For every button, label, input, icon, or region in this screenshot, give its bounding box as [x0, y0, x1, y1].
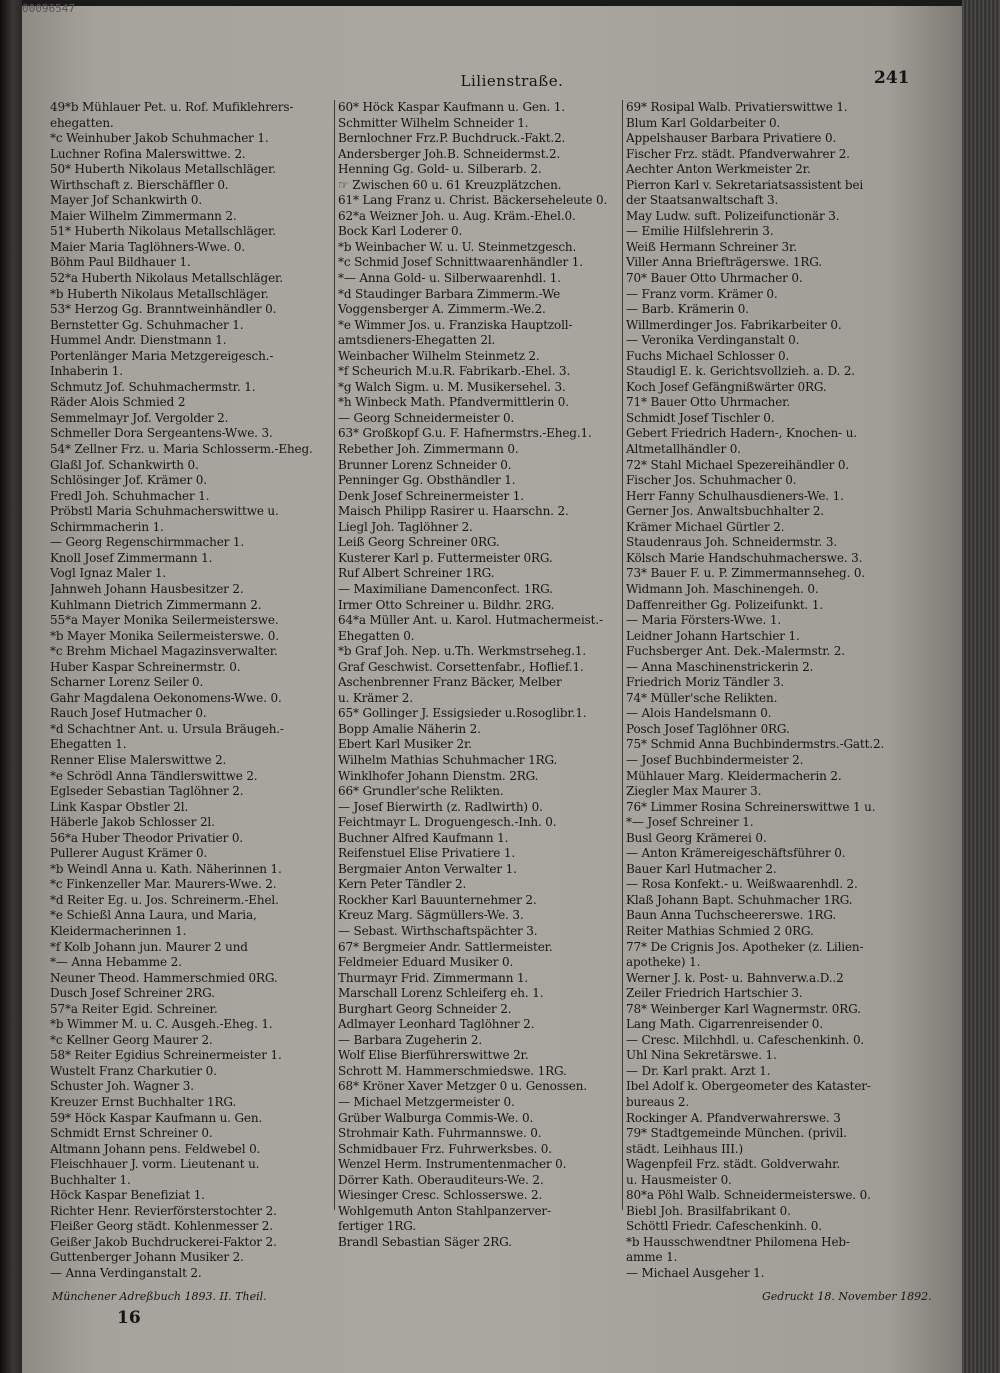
directory-entry: Luchner Rofina Malerswittwe. 2.	[50, 146, 246, 161]
directory-entry: — Emilie Hilfslehrerin 3.	[626, 224, 774, 239]
directory-entry: — Cresc. Milchhdl. u. Cafeschenkinh. 0.	[626, 1032, 865, 1047]
directory-entry: 52*a Huberth Nikolaus Metallschläger.	[50, 271, 283, 286]
directory-entry: — Dr. Karl prakt. Arzt 1.	[626, 1063, 771, 1078]
directory-entry: Wagenpfeil Frz. städt. Goldverwahr.	[626, 1157, 841, 1172]
directory-entry: Jahnweh Johann Hausbesitzer 2.	[50, 581, 244, 596]
directory-entry: *e Wimmer Jos. u. Franziska Hauptzoll-	[338, 317, 573, 332]
directory-entry: Burghart Georg Schneider 2.	[338, 1001, 512, 1016]
directory-entry: 68* Kröner Xaver Metzger 0 u. Genossen.	[338, 1079, 587, 1094]
directory-entry: 65* Gollinger J. Essigsieder u.Rosoglibr.1.	[338, 706, 587, 721]
directory-entry: Richter Henr. Revierförsterstochter 2.	[50, 1203, 277, 1218]
directory-entry: 58* Reiter Egidius Schreinermeister 1.	[50, 1048, 282, 1063]
directory-entry: Mühlauer Marg. Kleidermacherin 2.	[626, 768, 842, 783]
directory-entry: 70* Bauer Otto Uhrmacher 0.	[626, 271, 803, 286]
directory-entry: — Franz vorm. Krämer 0.	[626, 286, 778, 301]
column-1	[50, 100, 358, 1282]
directory-entry: Werner J. k. Post- u. Bahnverw.a.D..2	[626, 970, 844, 985]
column-divider	[334, 100, 335, 1210]
directory-entry: Schrott M. Hammerschmiedswe. 1RG.	[338, 1063, 567, 1078]
directory-entry: Andersberger Joh.B. Schneidermst.2.	[338, 146, 561, 161]
directory-entry: Ibel Adolf k. Obergeometer des Kataster-	[626, 1079, 871, 1094]
directory-entry: Wolf Elise Bierführerswittwe 2r.	[338, 1048, 529, 1063]
directory-entry: Wilhelm Mathias Schuhmacher 1RG.	[338, 752, 558, 767]
directory-entry: Böhm Paul Bildhauer 1.	[50, 255, 191, 270]
directory-entry: 59* Höck Kaspar Kaufmann u. Gen.	[50, 1110, 263, 1125]
directory-entry: städt. Leihhaus III.)	[626, 1141, 744, 1156]
directory-entry: Fischer Frz. städt. Pfandverwahrer 2.	[626, 146, 850, 161]
directory-entry: Maier Wilhelm Zimmermann 2.	[50, 208, 237, 223]
directory-entry: Pullerer August Krämer 0.	[50, 846, 208, 861]
directory-entry: Brandl Sebastian Säger 2RG.	[338, 1234, 512, 1249]
footer-print-date: Gedruckt 18. November 1892.	[762, 1290, 932, 1303]
directory-entry: *d Reiter Eg. u. Jos. Schreinerm.-Ehel.	[50, 892, 279, 907]
directory-entry: 63* Großkopf G.u. F. Hafnermstrs.-Eheg.1.	[338, 426, 592, 441]
directory-entry: Strohmair Kath. Fuhrmannswe. 0.	[338, 1126, 542, 1141]
directory-entry: u. Hausmeister 0.	[626, 1172, 732, 1187]
directory-entry: Fuchs Michael Schlosser 0.	[626, 348, 790, 363]
directory-entry: Bauer Karl Hutmacher 2.	[626, 861, 777, 876]
directory-entry: Denk Josef Schreinermeister 1.	[338, 488, 524, 503]
directory-entry: — Anna Verdinganstalt 2.	[50, 1266, 202, 1281]
directory-entry: Bergmaier Anton Verwalter 1.	[338, 861, 517, 876]
directory-entry: Feichtmayr L. Droguengesch.-Inh. 0.	[338, 815, 557, 830]
directory-entry: Wohlgemuth Anton Stahlpanzerver-	[338, 1203, 551, 1218]
directory-entry: Gerner Jos. Anwaltsbuchhalter 2.	[626, 504, 824, 519]
directory-entry: 72* Stahl Michael Spezereihändler 0.	[626, 457, 850, 472]
directory-entry: Ebert Karl Musiker 2r.	[338, 737, 472, 752]
column-2	[338, 100, 638, 1250]
directory-entry: — Barbara Zugeherin 2.	[338, 1032, 483, 1047]
directory-entry: Rockinger A. Pfandverwahrerswe. 3	[626, 1110, 841, 1125]
directory-entry: Wiesinger Cresc. Schlosserswe. 2.	[338, 1188, 543, 1203]
directory-entry: Kuhlmann Dietrich Zimmermann 2.	[50, 597, 262, 612]
directory-entry: *b Weinbacher W. u. U. Steinmetzgesch.	[338, 239, 577, 254]
directory-entry: 51* Huberth Nikolaus Metallschläger.	[50, 224, 276, 239]
directory-entry: Fleischhauer J. vorm. Lieutenant u.	[50, 1157, 260, 1172]
column-divider	[622, 100, 623, 1210]
directory-entry: — Maria Försters-Wwe. 1.	[626, 613, 781, 628]
directory-entry: *— Anna Gold- u. Silberwaarenhdl. 1.	[338, 271, 561, 286]
directory-entry: 54* Zellner Frz. u. Maria Schlosserm.-Eheg.	[50, 442, 313, 457]
directory-entry: Buchhalter 1.	[50, 1172, 131, 1187]
directory-entry: fertiger 1RG.	[338, 1219, 416, 1234]
directory-entry: Hummel Andr. Dienstmann 1.	[50, 333, 227, 348]
directory-entry: Graf Geschwist. Corsettenfabr., Hoflief.1.	[338, 659, 584, 674]
directory-entry: Voggensberger A. Zimmerm.-We.2.	[338, 302, 546, 317]
directory-entry: Schmidbauer Frz. Fuhrwerksbes. 0.	[338, 1141, 552, 1156]
directory-entry: 62*a Weizner Joh. u. Aug. Kräm.-Ehel.0.	[338, 208, 576, 223]
directory-entry: Klaß Johann Bapt. Schuhmacher 1RG.	[626, 892, 853, 907]
directory-entry: Kusterer Karl p. Futtermeister 0RG.	[338, 550, 553, 565]
directory-entry: Schirmmacherin 1.	[50, 519, 164, 534]
directory-entry: der Staatsanwaltschaft 3.	[626, 193, 779, 208]
directory-entry: Maier Maria Taglöhners-Wwe. 0.	[50, 239, 246, 254]
directory-entry: Fuchsberger Ant. Dek.-Malermstr. 2.	[626, 644, 845, 659]
footer-page-number: 16	[117, 1308, 141, 1328]
directory-entry: Widmann Joh. Maschinengeh. 0.	[626, 581, 819, 596]
directory-entry: Neuner Theod. Hammerschmied 0RG.	[50, 970, 278, 985]
directory-entry: 57*a Reiter Egid. Schreiner.	[50, 1001, 218, 1016]
directory-entry: Fleißer Georg städt. Kohlenmesser 2.	[50, 1219, 273, 1234]
directory-entry: Leidner Johann Hartschier 1.	[626, 628, 800, 643]
directory-entry: ehegatten.	[50, 115, 114, 130]
directory-entry: Rauch Josef Hutmacher 0.	[50, 706, 207, 721]
directory-entry: Wirthschaft z. Bierschäffler 0.	[50, 177, 229, 192]
directory-entry: *c Schmid Josef Schnittwaarenhändler 1.	[338, 255, 583, 270]
directory-entry: *b Hausschwendtner Philomena Heb-	[626, 1234, 850, 1249]
directory-entry: Huber Kaspar Schreinermstr. 0.	[50, 659, 241, 674]
directory-entry: Schmutz Jof. Schuhmachermstr. 1.	[50, 379, 256, 394]
directory-entry: Schöttl Friedr. Cafeschenkinh. 0.	[626, 1219, 822, 1234]
directory-entry: *b Weindl Anna u. Kath. Näherinnen 1.	[50, 861, 282, 876]
directory-entry: Wenzel Herm. Instrumentenmacher 0.	[338, 1157, 567, 1172]
directory-entry: Altmetallhändler 0.	[626, 442, 741, 457]
book-edge	[962, 0, 1000, 1373]
directory-entry: Inhaberin 1.	[50, 364, 123, 379]
directory-entry: bureaus 2.	[626, 1095, 690, 1109]
directory-entry: 56*a Huber Theodor Privatier 0.	[50, 830, 243, 845]
directory-entry: Koch Josef Gefängnißwärter 0RG.	[626, 379, 827, 394]
directory-entry: *h Winbeck Math. Pfandvermittlerin 0.	[338, 395, 569, 410]
page-number: 241	[874, 68, 910, 88]
directory-entry: Schmidt Josef Tischler 0.	[626, 410, 775, 425]
directory-entry: Ruf Albert Schreiner 1RG.	[338, 566, 495, 581]
directory-entry: — Georg Regenschirmmacher 1.	[50, 535, 245, 550]
directory-entry: — Barb. Krämerin 0.	[626, 302, 749, 317]
directory-entry: Adlmayer Leonhard Taglöhner 2.	[338, 1017, 535, 1032]
directory-entry: Grüber Walburga Commis-We. 0.	[338, 1110, 534, 1125]
directory-entry: *g Walch Sigm. u. M. Musikersehel. 3.	[338, 379, 566, 394]
directory-entry: — Georg Schneidermeister 0.	[338, 410, 515, 425]
directory-entry: — Anton Krämereigeschäftsführer 0.	[626, 846, 846, 861]
document-page	[22, 2, 962, 1373]
directory-entry: — Veronika Verdinganstalt 0.	[626, 333, 800, 348]
directory-entry: Posch Josef Taglöhner 0RG.	[626, 721, 790, 736]
directory-entry: Fischer Jos. Schuhmacher 0.	[626, 473, 797, 488]
directory-entry: — Josef Bierwirth (z. Radlwirth) 0.	[338, 799, 543, 814]
directory-entry: Ehegatten 0.	[338, 628, 415, 643]
directory-entry: *b Huberth Nikolaus Metallschläger.	[50, 286, 269, 301]
directory-entry: Brunner Lorenz Schneider 0.	[338, 457, 512, 472]
directory-entry: Thurmayr Frid. Zimmermann 1.	[338, 970, 529, 985]
directory-entry: Schmeller Dora Sergeantens-Wwe. 3.	[50, 426, 273, 441]
directory-entry: Daffenreither Gg. Polizeifunkt. 1.	[626, 597, 823, 612]
directory-entry: *f Kolb Johann jun. Maurer 2 und	[50, 939, 248, 954]
directory-entry: 74* Müller'sche Relikten.	[626, 690, 778, 705]
directory-entry: 71* Bauer Otto Uhrmacher.	[626, 395, 791, 410]
directory-entry: 66* Grundler'sche Relikten.	[338, 784, 504, 799]
directory-entry: Bopp Amalie Näherin 2.	[338, 721, 481, 736]
directory-entry: Schmitter Wilhelm Schneider 1.	[338, 115, 529, 130]
directory-entry: Geißer Jakob Buchdruckerei-Faktor 2.	[50, 1234, 277, 1249]
directory-entry: Knoll Josef Zimmermann 1.	[50, 550, 213, 565]
directory-entry: Appelshauser Barbara Privatiere 0.	[626, 131, 837, 146]
directory-entry: *f Scheurich M.u.R. Fabrikarb.-Ehel. 3.	[338, 364, 571, 379]
directory-entry: Glaßl Jof. Schankwirth 0.	[50, 457, 199, 472]
directory-entry: *e Schießl Anna Laura, und Maria,	[50, 908, 257, 923]
directory-entry: Pröbstl Maria Schuhmacherswittwe u.	[50, 504, 279, 519]
directory-entry: Baun Anna Tuchscheererswe. 1RG.	[626, 908, 837, 923]
directory-entry: Kleidermacherinnen 1.	[50, 923, 187, 938]
directory-entry: — Josef Buchbindermeister 2.	[626, 752, 804, 767]
directory-entry: Aechter Anton Werkmeister 2r.	[626, 162, 811, 177]
column-3	[626, 100, 926, 1282]
directory-entry: 64*a Müller Ant. u. Karol. Hutmachermeist.-	[338, 613, 603, 628]
directory-entry: *c Kellner Georg Maurer 2.	[50, 1032, 213, 1047]
directory-entry: *b Mayer Monika Seilermeisterswe. 0.	[50, 628, 279, 643]
directory-entry: *c Finkenzeller Mar. Maurers-Wwe. 2.	[50, 877, 277, 892]
directory-entry: *b Wimmer M. u. C. Ausgeh.-Eheg. 1.	[50, 1017, 273, 1032]
directory-entry: *b Graf Joh. Nep. u.Th. Werkmstrseheg.1.	[338, 644, 587, 659]
directory-entry: Buchner Alfred Kaufmann 1.	[338, 830, 509, 845]
directory-entry: — Michael Metzgermeister 0.	[338, 1095, 515, 1109]
directory-entry: Feldmeier Eduard Musiker 0.	[338, 955, 514, 970]
directory-entry: apotheke) 1.	[626, 955, 701, 970]
directory-entry: Viller Anna Briefträgerswe. 1RG.	[626, 255, 822, 270]
directory-entry: 50* Huberth Nikolaus Metallschläger.	[50, 162, 276, 177]
directory-entry: — Rosa Konfekt.- u. Weißwaarenhdl. 2.	[626, 877, 858, 892]
directory-entry: Bock Karl Loderer 0.	[338, 224, 463, 239]
directory-entry: Höck Kaspar Benefiziat 1.	[50, 1188, 205, 1203]
directory-entry: 73* Bauer F. u. P. Zimmermannseheg. 0.	[626, 566, 866, 581]
directory-entry: *c Brehm Michael Magazinsverwalter.	[50, 644, 278, 659]
directory-entry: *— Anna Hebamme 2.	[50, 955, 182, 970]
directory-entry: Häberle Jakob Schlosser 2l.	[50, 815, 215, 830]
directory-entry: Räder Alois Schmied 2	[50, 395, 186, 410]
directory-entry: Irmer Otto Schreiner u. Bildhr. 2RG.	[338, 597, 555, 612]
directory-entry: — Michael Ausgeher 1.	[626, 1266, 765, 1281]
directory-entry: Vogl Ignaz Maler 1.	[50, 566, 167, 581]
directory-entry: ☞ Zwischen 60 u. 61 Kreuzplätzchen.	[338, 177, 562, 192]
directory-entry: Ehegatten 1.	[50, 737, 127, 752]
directory-entry: *— Josef Schreiner 1.	[626, 815, 754, 830]
directory-entry: Rockher Karl Bauunternehmer 2.	[338, 892, 537, 907]
directory-entry: Schmidt Ernst Schreiner 0.	[50, 1126, 213, 1141]
directory-entry: 49*b Mühlauer Pet. u. Rof. Mufiklehrers-	[50, 100, 294, 114]
directory-entry: 69* Rosipal Walb. Privatierswittwe 1.	[626, 100, 848, 114]
directory-entry: Marschall Lorenz Schleiferg eh. 1.	[338, 986, 544, 1001]
directory-entry: Uhl Nina Sekretärswe. 1.	[626, 1048, 777, 1063]
directory-entry: Weinbacher Wilhelm Steinmetz 2.	[338, 348, 540, 363]
directory-entry: 79* Stadtgemeinde München. (privil.	[626, 1126, 847, 1141]
directory-entry: amtsdieners-Ehegatten 2l.	[338, 333, 496, 348]
directory-entry: Henning Gg. Gold- u. Silberarb. 2.	[338, 162, 542, 177]
directory-entry: Eglseder Sebastian Taglöhner 2.	[50, 784, 244, 799]
directory-entry: Scharner Lorenz Seiler 0.	[50, 675, 204, 690]
directory-entry: 55*a Mayer Monika Seilermeisterswe.	[50, 613, 279, 628]
directory-entry: Bernlochner Frz.P. Buchdruck.-Fakt.2.	[338, 131, 566, 146]
directory-entry: Willmerdinger Jos. Fabrikarbeiter 0.	[626, 317, 842, 332]
directory-entry: Zeiler Friedrich Hartschier 3.	[626, 986, 803, 1001]
directory-entry: Pierron Karl v. Sekretariatsassistent bei	[626, 177, 864, 192]
directory-entry: Kreuzer Ernst Buchhalter 1RG.	[50, 1095, 237, 1109]
directory-entry: Wustelt Franz Charkutier 0.	[50, 1063, 217, 1078]
directory-entry: Link Kaspar Obstler 2l.	[50, 799, 189, 814]
directory-entry: Kölsch Marie Handschuhmacherswe. 3.	[626, 550, 863, 565]
directory-entry: amme 1.	[626, 1250, 678, 1265]
directory-entry: Altmann Johann pens. Feldwebel 0.	[50, 1141, 261, 1156]
directory-entry: 67* Bergmeier Andr. Sattlermeister.	[338, 939, 553, 954]
directory-entry: — Sebast. Wirthschaftspächter 3.	[338, 923, 538, 938]
directory-entry: Aschenbrenner Franz Bäcker, Melber	[338, 675, 562, 690]
directory-entry: Schuster Joh. Wagner 3.	[50, 1079, 194, 1094]
directory-entry: *d Staudinger Barbara Zimmerm.-We	[338, 286, 561, 301]
directory-entry: *c Weinhuber Jakob Schuhmacher 1.	[50, 131, 269, 146]
page-title: Lilienstraße.	[460, 72, 564, 90]
directory-entry: u. Krämer 2.	[338, 690, 413, 705]
directory-entry: Kreuz Marg. Sägmüllers-We. 3.	[338, 908, 524, 923]
directory-entry: Reiter Mathias Schmied 2 0RG.	[626, 923, 814, 938]
directory-entry: 53* Herzog Gg. Branntweinhändler 0.	[50, 302, 277, 317]
directory-entry: Dusch Josef Schreiner 2RG.	[50, 986, 215, 1001]
directory-entry: Fredl Joh. Schuhmacher 1.	[50, 488, 210, 503]
directory-entry: Staudigl E. k. Gerichtsvollzieh. a. D. 2.	[626, 364, 855, 379]
directory-entry: Busl Georg Krämerei 0.	[626, 830, 767, 845]
directory-entry: Gebert Friedrich Hadern-, Knochen- u.	[626, 426, 857, 441]
directory-entry: Penninger Gg. Obsthändler 1.	[338, 473, 516, 488]
directory-entry: Mayer Jof Schankwirth 0.	[50, 193, 203, 208]
directory-entry: Ziegler Max Maurer 3.	[626, 784, 762, 799]
directory-entry: — Maximiliane Damenconfect. 1RG.	[338, 581, 553, 596]
directory-entry: Winklhofer Johann Dienstm. 2RG.	[338, 768, 539, 783]
directory-entry: Lang Math. Cigarrenreisender 0.	[626, 1017, 823, 1032]
scan-id: 00096547	[22, 2, 75, 15]
page-gutter	[0, 0, 22, 1373]
directory-entry: — Anna Maschinenstrickerin 2.	[626, 659, 814, 674]
directory-entry: Leiß Georg Schreiner 0RG.	[338, 535, 500, 550]
directory-entry: Dörrer Kath. Oberauditeurs-We. 2.	[338, 1172, 544, 1187]
directory-entry: Reifenstuel Elise Privatiere 1.	[338, 846, 516, 861]
directory-entry: May Ludw. suft. Polizeifunctionär 3.	[626, 208, 840, 223]
directory-entry: Weiß Hermann Schreiner 3r.	[626, 239, 797, 254]
directory-entry: Semmelmayr Jof. Vergolder 2.	[50, 410, 229, 425]
directory-entry: 80*a Pöhl Walb. Schneidermeisterswe. 0.	[626, 1188, 871, 1203]
directory-entry: Gahr Magdalena Oekonomens-Wwe. 0.	[50, 690, 282, 705]
directory-entry: Portenlänger Maria Metzgereigesch.-	[50, 348, 274, 363]
directory-entry: Rebether Joh. Zimmermann 0.	[338, 442, 519, 457]
directory-entry: Krämer Michael Gürtler 2.	[626, 519, 785, 534]
directory-entry: Kern Peter Tändler 2.	[338, 877, 467, 892]
directory-entry: *e Schrödl Anna Tändlerswittwe 2.	[50, 768, 258, 783]
directory-entry: Guttenberger Johann Musiker 2.	[50, 1250, 244, 1265]
directory-entry: 60* Höck Kaspar Kaufmann u. Gen. 1.	[338, 100, 565, 114]
directory-entry: Renner Elise Malerswittwe 2.	[50, 752, 227, 767]
directory-entry: Maisch Philipp Rasirer u. Haarschn. 2.	[338, 504, 569, 519]
directory-entry: Liegl Joh. Taglöhner 2.	[338, 519, 473, 534]
directory-entry: 61* Lang Franz u. Christ. Bäckerseheleute 0.	[338, 193, 608, 208]
directory-entry: 77* De Crignis Jos. Apotheker (z. Lilien-	[626, 939, 864, 954]
directory-entry: Herr Fanny Schulhausdieners-We. 1.	[626, 488, 844, 503]
directory-entry: Bernstetter Gg. Schuhmacher 1.	[50, 317, 244, 332]
directory-entry: *d Schachtner Ant. u. Ursula Bräugeh.-	[50, 721, 284, 736]
directory-entry: Blum Karl Goldarbeiter 0.	[626, 115, 781, 130]
directory-entry: 76* Limmer Rosina Schreinerswittwe 1 u.	[626, 799, 876, 814]
directory-entry: — Alois Handelsmann 0.	[626, 706, 772, 721]
footer-publication: Münchener Adreßbuch 1893. II. Theil.	[52, 1290, 267, 1303]
directory-entry: Staudenraus Joh. Schneidermstr. 3.	[626, 535, 838, 550]
directory-entry: Biebl Joh. Brasilfabrikant 0.	[626, 1203, 791, 1218]
directory-entry: Friedrich Moriz Tändler 3.	[626, 675, 785, 690]
directory-entry: 78* Weinberger Karl Wagnermstr. 0RG.	[626, 1001, 861, 1016]
directory-entry: Schlösinger Jof. Krämer 0.	[50, 473, 207, 488]
directory-entry: 75* Schmid Anna Buchbindermstrs.-Gatt.2.	[626, 737, 885, 752]
